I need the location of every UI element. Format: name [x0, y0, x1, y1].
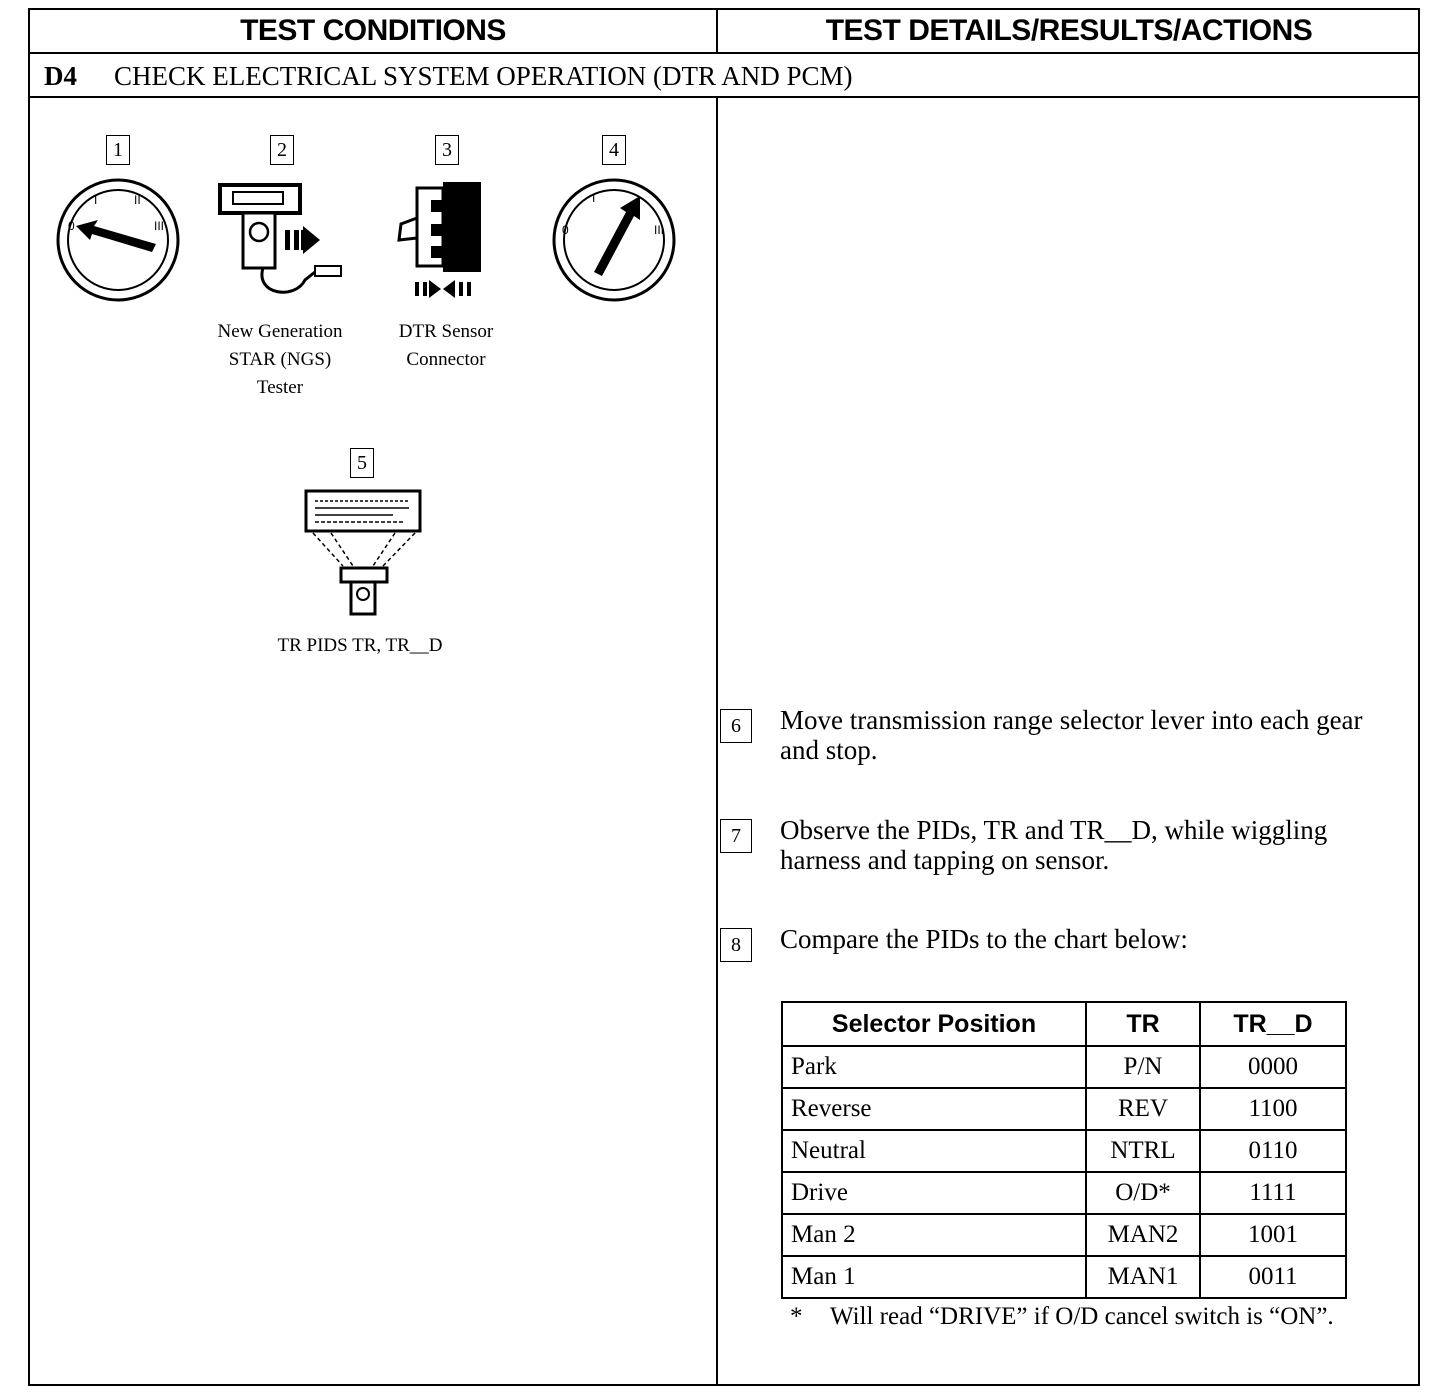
table-cell: 1001: [1200, 1214, 1346, 1256]
table-cell: O/D*: [1086, 1172, 1200, 1214]
svg-text:II: II: [134, 193, 141, 207]
step-title: CHECK ELECTRICAL SYSTEM OPERATION (DTR AND PCM): [114, 60, 853, 91]
table-cell: MAN2: [1086, 1214, 1200, 1256]
step-header: [30, 54, 1418, 98]
footnote-marker: *: [790, 1303, 803, 1330]
column-header: TR: [1086, 1002, 1200, 1046]
column-header: TR__D: [1200, 1002, 1346, 1046]
table-cell: NTRL: [1086, 1130, 1200, 1172]
table-cell: MAN1: [1086, 1256, 1200, 1298]
table-cell: 0110: [1200, 1130, 1346, 1172]
figure-4-number: 4: [602, 135, 626, 165]
ignition-on-icon: [550, 178, 678, 302]
pid-table: [781, 1001, 1347, 1299]
figure-5-number: 5: [350, 448, 374, 478]
figure-2-caption: [190, 318, 370, 402]
caption-line: DTR Sensor: [398, 321, 494, 342]
table-cell: P/N: [1086, 1046, 1200, 1088]
table-cell: 1111: [1200, 1172, 1346, 1214]
table-row: [782, 1214, 1346, 1256]
table-cell: Man 2: [782, 1214, 1086, 1256]
table-row: [782, 1046, 1346, 1088]
test-conditions-header: TEST CONDITIONS: [240, 14, 506, 47]
table-cell: Reverse: [782, 1088, 1086, 1130]
figure-1-number: 1: [106, 135, 130, 165]
step-7-number: 7: [720, 819, 752, 853]
step-header-rule: [30, 96, 1418, 98]
table-header-row: [782, 1002, 1346, 1046]
svg-text:III: III: [154, 219, 165, 233]
column-header: Selector Position: [782, 1002, 1086, 1046]
ngs-tester-icon: [215, 180, 350, 300]
table-cell: REV: [1086, 1088, 1200, 1130]
caption-line: New Generation: [217, 321, 343, 342]
table-row: [782, 1256, 1346, 1298]
caption-line: Tester: [256, 377, 304, 398]
table-row: [782, 1130, 1346, 1172]
table-cell: Drive: [782, 1172, 1086, 1214]
step-id: D4: [44, 60, 77, 91]
dtr-connector-icon: [395, 180, 490, 302]
figure-2-number: 2: [270, 135, 294, 165]
caption-line: Connector: [406, 349, 486, 370]
svg-text:0: 0: [562, 223, 569, 237]
figure-5-caption: [240, 632, 480, 660]
step-8-text: Compare the PIDs to the chart below:: [780, 924, 1188, 954]
step-6-text: Move transmission range selector lever into each gear and stop.: [780, 705, 1363, 765]
step-8-number: 8: [720, 928, 752, 962]
step-7-text: Observe the PIDs, TR and TR__D, while wiggling harness and tapping on sensor.: [780, 815, 1328, 875]
table-cell: 1100: [1200, 1088, 1346, 1130]
step-6-number: 6: [720, 709, 752, 743]
column-divider: [716, 96, 718, 1384]
footnote-text: Will read “DRIVE” if O/D cancel switch is “ON”.: [830, 1303, 1334, 1330]
table-cell: Man 1: [782, 1256, 1086, 1298]
table-row: [782, 1172, 1346, 1214]
figure-3-number: 3: [435, 135, 459, 165]
table-cell: Neutral: [782, 1130, 1086, 1172]
svg-text:I: I: [592, 191, 596, 205]
header-divider: [716, 10, 718, 52]
caption-line: TR PIDS TR, TR__D: [277, 635, 443, 656]
table-cell: 0000: [1200, 1046, 1346, 1088]
svg-text:I: I: [94, 193, 98, 207]
figure-3-caption: [376, 318, 516, 374]
caption-line: STAR (NGS): [228, 349, 332, 370]
svg-text:III: III: [654, 223, 665, 237]
ignition-off-icon: [54, 178, 182, 302]
table-cell: 0011: [1200, 1256, 1346, 1298]
table-row: [782, 1088, 1346, 1130]
scan-tool-pids-icon: [303, 488, 425, 620]
test-details-header: TEST DETAILS/RESULTS/ACTIONS: [825, 14, 1313, 47]
table-cell: Park: [782, 1046, 1086, 1088]
svg-text:0: 0: [68, 219, 75, 233]
